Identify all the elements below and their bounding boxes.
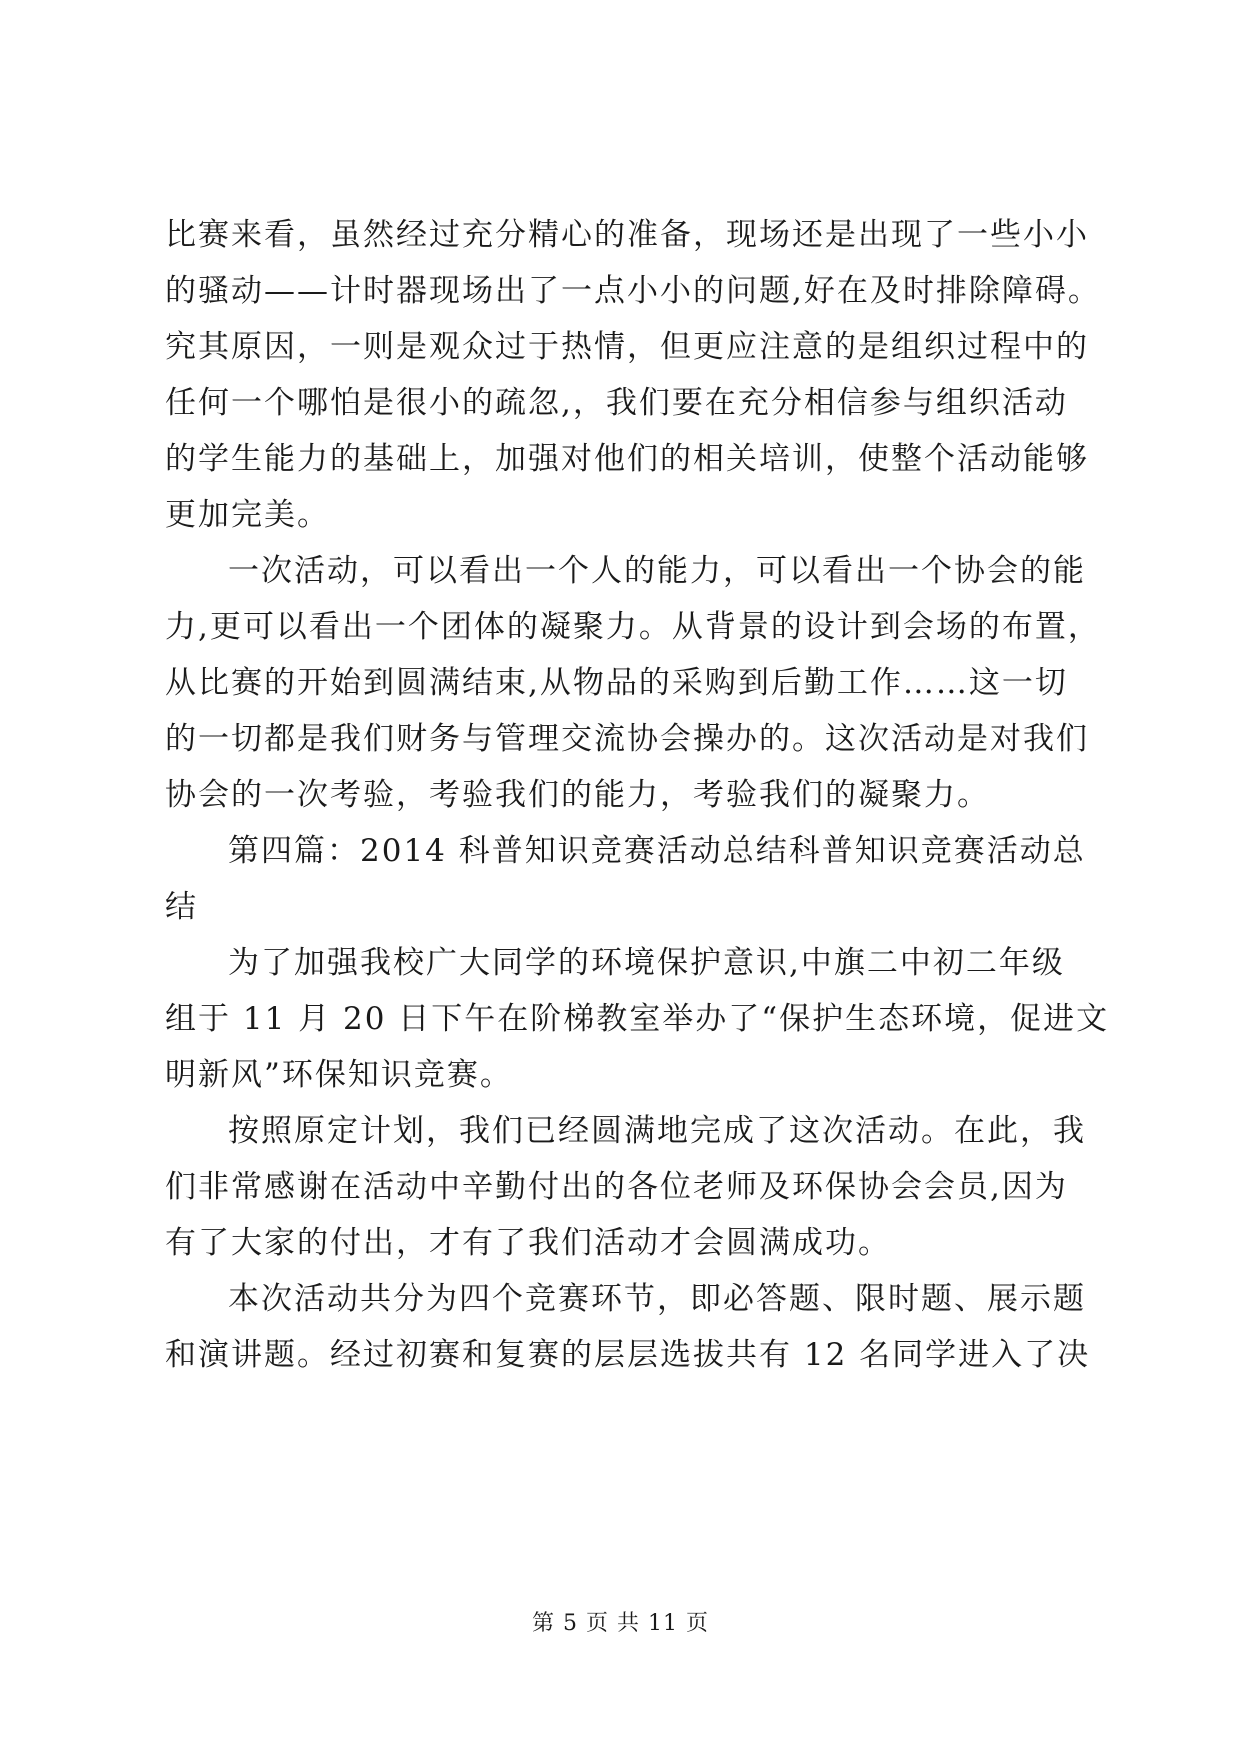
text-line: 们非常感谢在活动中辛勤付出的各位老师及环保协会会员,因为 [165,1169,1068,1205]
text-line: 有了大家的付出，才有了我们活动才会圆满成功。 [165,1225,891,1261]
text-line: 为了加强我校广大同学的环境保护意识,中旗二中初二年级 [228,945,1065,981]
text-line: 的一切都是我们财务与管理交流协会操办的。这次活动是对我们 [165,721,1089,757]
text-line: 的学生能力的基础上，加强对他们的相关培训，使整个活动能够 [165,441,1089,477]
text-line: 从比赛的开始到圆满结束,从物品的采购到后勤工作……这一切 [165,665,1068,701]
section-heading: 第四篇：2014 科普知识竞赛活动总结科普知识竞赛活动总 [228,833,1086,869]
text-line: 本次活动共分为四个竞赛环节，即必答题、限时题、展示题 [228,1281,1086,1317]
text-line: 更加完美。 [165,497,330,533]
text-line: 按照原定计划，我们已经圆满地完成了这次活动。在此，我 [228,1113,1086,1149]
text-line: 究其原因，一则是观众过于热情，但更应注意的是组织过程中的 [165,329,1089,365]
page-number-footer: 第 5 页 共 11 页 [532,1611,709,1636]
text-line: 的骚动——计时器现场出了一点小小的问题,好在及时排除障碍。 [165,273,1101,309]
text-line: 协会的一次考验，考验我们的能力，考验我们的凝聚力。 [165,777,990,813]
section-heading-continued: 结 [165,889,198,925]
text-line: 比赛来看，虽然经过充分精心的准备，现场还是出现了一些小小 [165,217,1089,253]
text-line: 和演讲题。经过初赛和复赛的层层选拔共有 12 名同学进入了决 [165,1337,1091,1373]
text-line: 组于 11 月 20 日下午在阶梯教室举办了“保护生态环境，促进文 [165,1001,1110,1037]
text-line: 力,更可以看出一个团体的凝聚力。从背景的设计到会场的布置， [165,609,1101,645]
text-line: 任何一个哪怕是很小的疏忽,，我们要在充分相信参与组织活动 [165,385,1068,421]
text-line: 一次活动，可以看出一个人的能力，可以看出一个协会的能 [228,553,1086,589]
text-line: 明新风”环保知识竞赛。 [165,1057,513,1093]
